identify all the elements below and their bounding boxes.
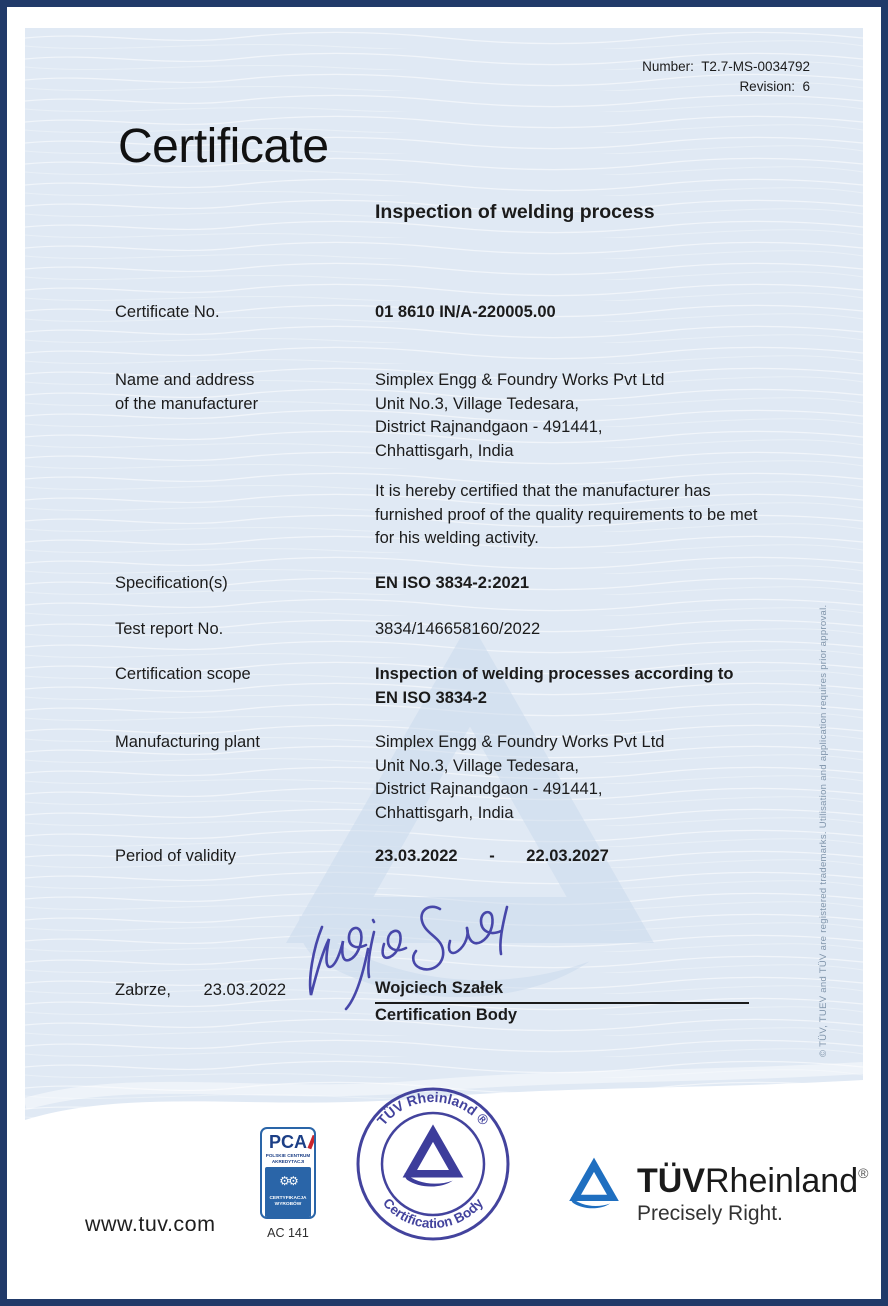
- website-link[interactable]: www.tuv.com: [85, 1212, 216, 1236]
- plant-address: [375, 731, 805, 825]
- manufacturer-address-line: Simplex Engg & Foundry Works Pvt Ltd: [375, 371, 665, 389]
- specification-value: EN ISO 3834-2:2021: [375, 574, 530, 592]
- specification-label: Specification(s): [115, 574, 228, 592]
- manufacturer-address-line: District Rajnandgaon - 491441,: [375, 418, 603, 436]
- tuv-certification-body-seal: [353, 1083, 513, 1245]
- number-label: Number:: [642, 59, 694, 74]
- revision-label: Revision:: [739, 79, 795, 94]
- validity-from: 23.03.2022: [375, 847, 458, 865]
- number-value: T2.7-MS-0034792: [701, 59, 810, 74]
- manufacturer-label-line: of the manufacturer: [115, 394, 259, 413]
- validity-dash: -: [489, 847, 495, 865]
- validity-label: Period of validity: [115, 847, 237, 865]
- registered-mark-icon: ®: [858, 1165, 869, 1181]
- signer-role: Certification Body: [375, 1006, 518, 1024]
- scope-value-line: Inspection of welding processes according to: [375, 665, 734, 683]
- certificate-subject: Inspection of welding process: [375, 201, 655, 223]
- scope-label: Certification scope: [115, 665, 251, 683]
- page-title: Certificate: [118, 120, 329, 173]
- pca-cert-line: WYROBÓW: [274, 1202, 302, 1207]
- plant-address-line: Unit No.3, Village Tedesara,: [375, 756, 579, 775]
- manufacturer-address-line: Chhattisgarh, India: [375, 441, 514, 460]
- document-meta: [642, 57, 810, 97]
- pca-cert-line: CERTYFIKACJA: [269, 1196, 307, 1201]
- tuv-rheinland-logo: [563, 1155, 868, 1226]
- pca-org-line: POLSKIE CENTRUM: [265, 1153, 311, 1158]
- certificate-no-value: 01 8610 IN/A-220005.00: [375, 303, 556, 321]
- pca-accreditation-logo: [257, 1127, 319, 1240]
- scope-value: [375, 663, 805, 710]
- signature-line: [375, 1002, 749, 1004]
- svg-text:TÜV Rheinland ®: [374, 1089, 493, 1129]
- pca-red-accent: [307, 1135, 315, 1149]
- place-and-date: [115, 981, 286, 1000]
- seal-arc-bottom-text: Certification Body: [380, 1195, 486, 1232]
- seal-triangle-icon: [403, 1124, 464, 1186]
- brand-wordmark: [637, 1155, 868, 1199]
- test-report-label: Test report No.: [115, 620, 224, 638]
- pca-certification-panel: [265, 1167, 311, 1219]
- pca-accreditation-code: AC 141: [267, 1226, 309, 1240]
- pca-cert-text: [265, 1196, 311, 1208]
- pca-org-name: [262, 1153, 314, 1164]
- pca-org-line: AKREDYTACJI: [271, 1158, 305, 1164]
- statement-line: furnished proof of the quality requirements to be met: [375, 505, 758, 524]
- signer-name: Wojciech Szałek: [375, 979, 504, 997]
- pca-letters: [262, 1132, 314, 1152]
- plant-address-line: District Rajnandgaon - 491441,: [375, 780, 603, 798]
- signing-place: Zabrze,: [115, 981, 171, 999]
- signing-date: 23.03.2022: [203, 981, 287, 999]
- brand-tagline: Precisely Right.: [637, 1202, 783, 1225]
- tuv-triangle-icon: [563, 1155, 625, 1211]
- manufacturer-address-line: Unit No.3, Village Tedesara,: [375, 394, 579, 413]
- brand-tuv: TÜV: [637, 1162, 705, 1200]
- statement-line: It is hereby certified that the manufacturer has: [375, 482, 711, 500]
- validity-to: 22.03.2027: [526, 847, 609, 865]
- certificate-no-label: Certificate No.: [115, 303, 220, 321]
- seal-arc-top-text: TÜV Rheinland ®: [373, 1088, 493, 1129]
- pca-logo-box: [260, 1127, 316, 1219]
- manufacturer-label-line: Name and address: [115, 371, 255, 389]
- brand-rheinland: Rheinland: [705, 1162, 859, 1200]
- plant-address-line: Simplex Engg & Foundry Works Pvt Ltd: [375, 733, 665, 751]
- statement-line: for his welding activity.: [375, 529, 539, 547]
- scope-value-line: EN ISO 3834-2: [375, 688, 487, 707]
- manufacturer-label: [115, 369, 365, 416]
- pca-letters-text: PCA: [268, 1132, 307, 1152]
- test-report-value: 3834/146658160/2022: [375, 620, 541, 638]
- revision-value: 6: [802, 79, 810, 94]
- plant-address-line: Chhattisgarh, India: [375, 803, 514, 822]
- document-number: [642, 57, 810, 77]
- trademark-side-note: © TÜV, TUEV and TÜV are registered trademarks. Utilisation and application requires prior approval.: [818, 604, 829, 1057]
- validity-value: [375, 845, 805, 869]
- plant-label: Manufacturing plant: [115, 733, 260, 751]
- document-revision: [642, 77, 810, 97]
- brand-text: [637, 1155, 868, 1226]
- gears-icon: ⚙⚙: [279, 1174, 297, 1188]
- manufacturer-address: [375, 369, 805, 463]
